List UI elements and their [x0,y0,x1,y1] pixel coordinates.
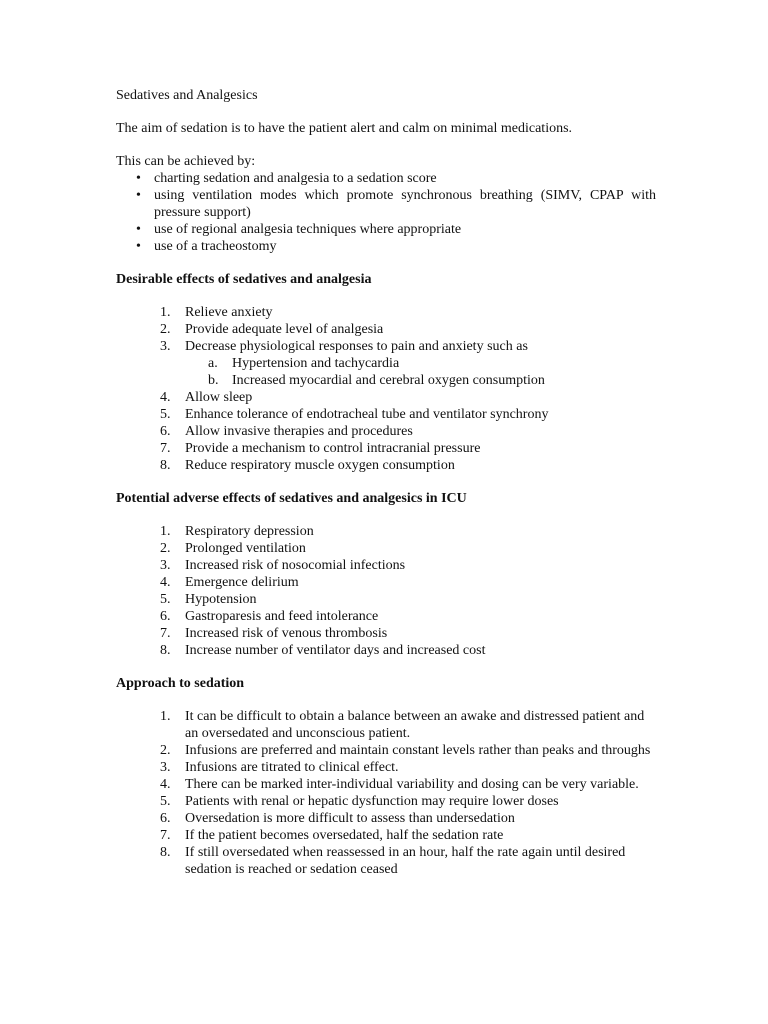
bullet-icon: • [136,239,141,254]
item-number: 7. [160,441,171,456]
document-page [116,87,656,894]
list-item [116,759,656,776]
list-item [116,170,656,187]
item-text: Hypotension [185,592,257,607]
item-number: 4. [160,575,171,590]
list-item [116,625,656,642]
item-number: 3. [160,760,171,775]
list-item-text: using ventilation modes which promote synchronous breathing (SIMV, CPAP with pressure support) [154,188,656,220]
item-text: It can be difficult to obtain a balance between an awake and distressed patient and an oversedated and unconscious patient. [185,709,645,741]
item-text: Provide adequate level of analgesia [185,322,384,337]
item-number: 1. [160,709,171,724]
list-item [116,742,656,759]
list-item [116,187,656,221]
list-item [116,523,656,540]
desirable-heading: Desirable effects of sedatives and analgesia [116,272,372,287]
item-number: 3. [160,558,171,573]
item-text: Patients with renal or hepatic dysfunction may require lower doses [185,794,559,809]
list-item [116,406,656,423]
item-text: Increase number of ventilator days and increased cost [185,643,486,658]
sub-list-item [185,372,656,389]
list-item [116,338,656,389]
list-item [116,608,656,625]
item-number: 4. [160,390,171,405]
item-number: 2. [160,322,171,337]
item-text: If still oversedated when reassessed in an hour, half the rate again until desired sedation is reached or sedation ceased [185,845,626,877]
sub-list-item [185,355,656,372]
list-item [116,540,656,557]
list-item [116,238,656,255]
list-item [116,793,656,810]
item-text: Provide a mechanism to control intracranial pressure [185,441,481,456]
item-number: 2. [160,541,171,556]
list-item-text: charting sedation and analgesia to a sedation score [154,171,437,186]
item-number: 8. [160,845,171,860]
desirable-list [116,304,656,474]
item-text: Gastroparesis and feed intolerance [185,609,379,624]
item-text: Respiratory depression [185,524,314,539]
item-text: There can be marked inter-individual variability and dosing can be very variable. [185,777,639,792]
item-text: If the patient becomes oversedated, half the sedation rate [185,828,504,843]
list-item [116,423,656,440]
list-item [116,844,656,878]
item-number: 6. [160,424,171,439]
aim-paragraph: The aim of sedation is to have the patient alert and calm on minimal medications. [116,121,573,136]
list-item [116,221,656,238]
list-item [116,304,656,321]
bullet-icon: • [136,188,141,203]
item-number: 3. [160,339,171,354]
item-text: Relieve anxiety [185,305,273,320]
list-item [116,708,656,742]
list-item [116,642,656,659]
item-text: Oversedation is more difficult to assess than undersedation [185,811,515,826]
item-text: Allow invasive therapies and procedures [185,424,413,439]
item-number: 5. [160,592,171,607]
list-item [116,810,656,827]
sub-item-text: Hypertension and tachycardia [232,356,400,371]
list-item [116,440,656,457]
bullet-icon: • [136,222,141,237]
item-text: Emergence delirium [185,575,299,590]
list-item [116,557,656,574]
achieved-list [116,170,656,255]
list-item [116,321,656,338]
list-item [116,591,656,608]
list-item [116,574,656,591]
item-number: 5. [160,407,171,422]
sub-item-letter: a. [208,356,218,371]
item-number: 5. [160,794,171,809]
item-number: 7. [160,828,171,843]
list-item [116,827,656,844]
item-text: Increased risk of nosocomial infections [185,558,406,573]
list-item-text: use of a tracheostomy [154,239,277,254]
sub-item-letter: b. [208,373,219,388]
item-number: 8. [160,643,171,658]
item-text: Infusions are preferred and maintain constant levels rather than peaks and throughs [185,743,651,758]
item-number: 1. [160,305,171,320]
item-number: 6. [160,811,171,826]
approach-heading: Approach to sedation [116,676,245,691]
item-text: Decrease physiological responses to pain and anxiety such as [185,339,528,354]
item-number: 6. [160,609,171,624]
item-number: 7. [160,626,171,641]
bullet-icon: • [136,171,141,186]
item-number: 4. [160,777,171,792]
item-text: Increased risk of venous thrombosis [185,626,388,641]
document-title: Sedatives and Analgesics [116,88,258,103]
list-item-text: use of regional analgesia techniques where appropriate [154,222,462,237]
achieved-intro: This can be achieved by: [116,154,256,169]
adverse-heading: Potential adverse effects of sedatives and analgesics in ICU [116,491,467,506]
list-item [116,776,656,793]
sub-list [185,355,656,389]
item-text: Infusions are titrated to clinical effect. [185,760,399,775]
item-text: Reduce respiratory muscle oxygen consumption [185,458,455,473]
adverse-list [116,523,656,659]
item-number: 2. [160,743,171,758]
item-number: 1. [160,524,171,539]
sub-item-text: Increased myocardial and cerebral oxygen consumption [232,373,545,388]
item-number: 8. [160,458,171,473]
item-text: Enhance tolerance of endotracheal tube and ventilator synchrony [185,407,549,422]
item-text: Allow sleep [185,390,253,405]
list-item [116,389,656,406]
item-text: Prolonged ventilation [185,541,306,556]
approach-list [116,708,656,878]
list-item [116,457,656,474]
